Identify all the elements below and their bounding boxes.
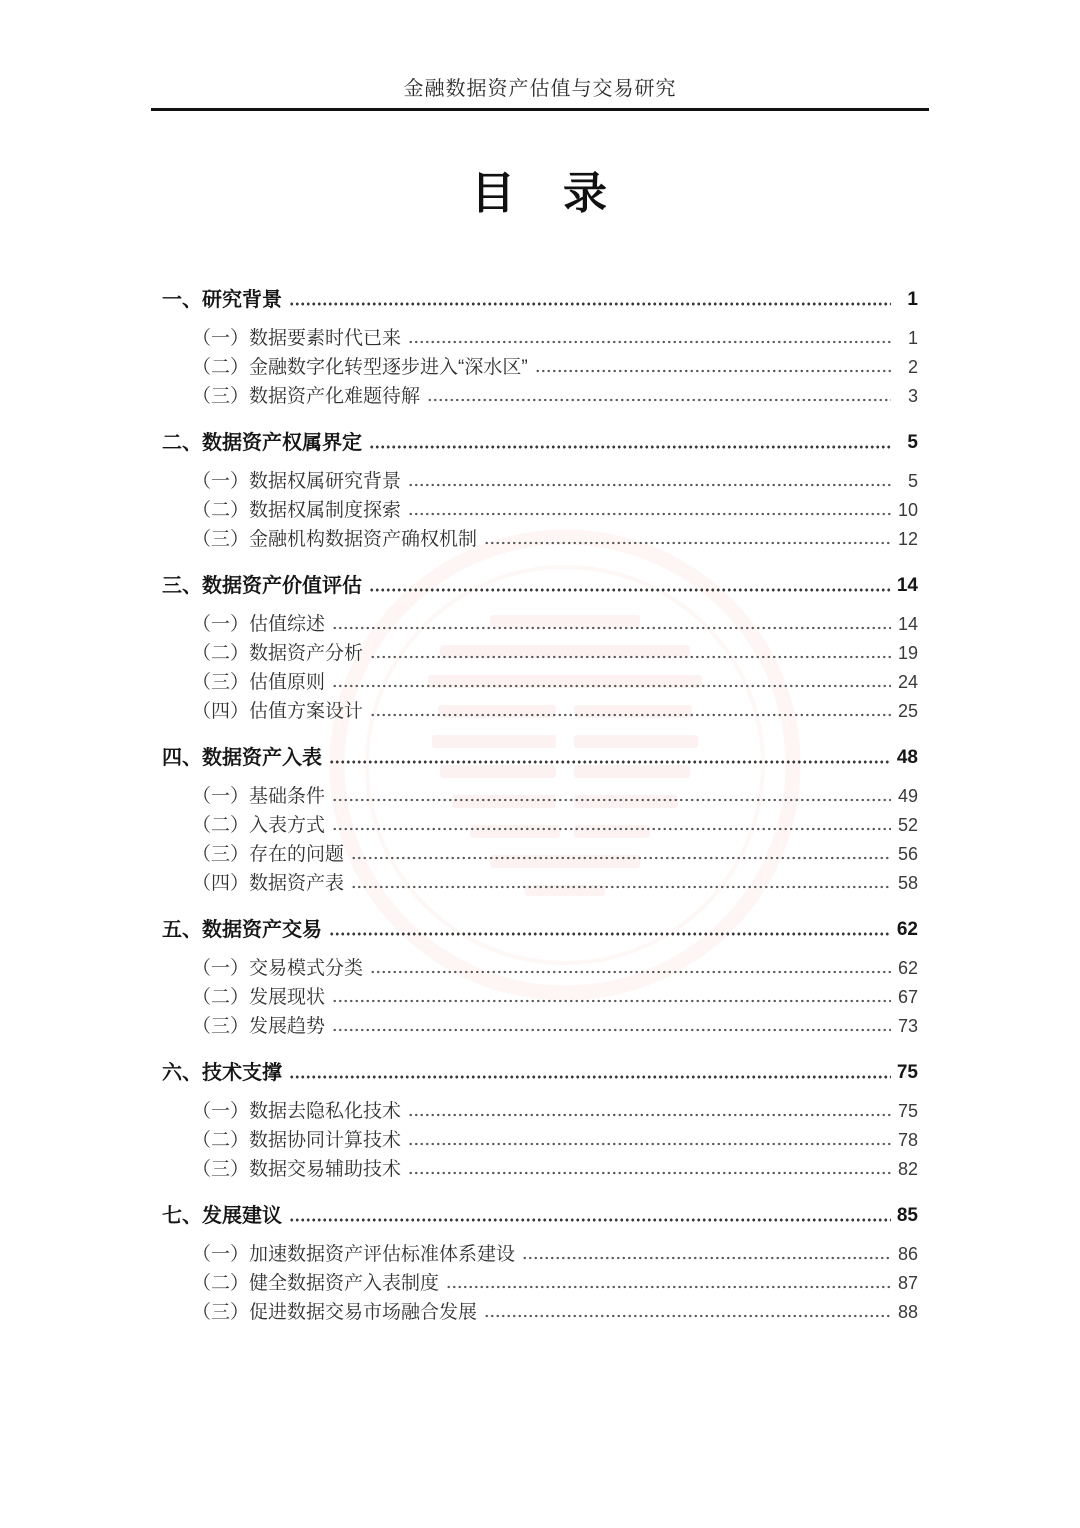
leader-dots <box>522 1240 891 1269</box>
toc-subentry-label: （四）数据资产表 <box>192 873 345 894</box>
toc-subentry-row <box>192 1269 918 1298</box>
toc-section-row <box>162 285 918 315</box>
toc-subentry-row <box>192 782 918 811</box>
leader-dots <box>289 285 891 315</box>
page-number: 52 <box>897 815 918 835</box>
toc-list <box>162 285 918 1327</box>
toc-subentry-row <box>192 983 918 1012</box>
page-number: 49 <box>897 786 918 806</box>
toc-subentry-label: （二）数据资产分析 <box>192 643 364 664</box>
leader-dots <box>329 915 891 945</box>
leader-dots <box>408 324 891 353</box>
toc-subentry-row <box>192 353 918 382</box>
toc-subentry-label: （一）加速数据资产评估标准体系建设 <box>192 1244 516 1265</box>
leader-dots <box>484 1298 891 1327</box>
toc-subentry-row <box>192 697 918 726</box>
page-number: 5 <box>907 471 918 491</box>
page-number: 25 <box>897 701 918 721</box>
toc-subentry-label: （三）存在的问题 <box>192 844 345 865</box>
toc-section-label: 一、研究背景 <box>162 289 282 311</box>
toc-subentry-label: （一）数据去隐私化技术 <box>192 1101 402 1122</box>
toc-subentry-label: （二）数据权属制度探索 <box>192 500 402 521</box>
page-number: 2 <box>907 357 918 377</box>
toc-subentry-row <box>192 1012 918 1041</box>
toc-section-row <box>162 428 918 458</box>
page-number: 86 <box>897 1244 918 1264</box>
leader-dots <box>446 1269 891 1298</box>
running-header-title: 金融数据资产估值与交易研究 <box>403 78 677 100</box>
toc-subentry-label: （三）金融机构数据资产确权机制 <box>192 529 478 550</box>
toc-subentry-label: （二）入表方式 <box>192 815 326 836</box>
page-number: 19 <box>897 643 918 663</box>
leader-dots <box>535 353 891 382</box>
leader-dots <box>329 743 891 773</box>
page-number: 14 <box>897 614 918 634</box>
leader-dots <box>408 1097 891 1126</box>
toc-section-row <box>162 1201 918 1231</box>
page-number: 75 <box>896 1062 918 1083</box>
toc-subentry-row <box>192 1126 918 1155</box>
page-number: 3 <box>907 386 918 406</box>
toc-subentry-label: （二）金融数字化转型逐步进入“深水区” <box>192 357 528 378</box>
leader-dots <box>369 428 891 458</box>
toc-section-label: 四、数据资产入表 <box>162 747 322 769</box>
page-number: 24 <box>897 672 918 692</box>
toc-subentry-row <box>192 639 918 668</box>
page-number: 48 <box>896 747 918 768</box>
toc-section-label: 五、数据资产交易 <box>162 919 322 941</box>
page-number: 73 <box>897 1016 918 1036</box>
header-rule <box>151 108 929 111</box>
leader-dots <box>408 1126 891 1155</box>
toc-subentry-row <box>192 954 918 983</box>
toc-subentry-row <box>192 496 918 525</box>
toc-subentry-label: （二）数据协同计算技术 <box>192 1130 402 1151</box>
page-number: 62 <box>897 958 918 978</box>
toc-subentry-row <box>192 467 918 496</box>
leader-dots <box>351 869 891 898</box>
toc-subentry-label: （一）交易模式分类 <box>192 958 364 979</box>
toc-title: 目 录 <box>471 169 609 218</box>
page-number: 14 <box>896 575 918 596</box>
leader-dots <box>332 811 891 840</box>
leader-dots <box>332 782 891 811</box>
leader-dots <box>351 840 891 869</box>
leader-dots <box>408 467 891 496</box>
leader-dots <box>370 954 891 983</box>
toc-subentry-label: （二）发展现状 <box>192 987 326 1008</box>
leader-dots <box>289 1058 891 1088</box>
toc-subentry-row <box>192 668 918 697</box>
toc-subentry-row <box>192 610 918 639</box>
toc-subentry-row <box>192 811 918 840</box>
page-number: 75 <box>897 1101 918 1121</box>
leader-dots <box>370 639 891 668</box>
toc-section-row <box>162 743 918 773</box>
page-number: 87 <box>897 1273 918 1293</box>
leader-dots <box>408 1155 891 1184</box>
page-number: 5 <box>907 432 918 453</box>
toc-subentry-label: （三）数据交易辅助技术 <box>192 1159 402 1180</box>
toc-section-row <box>162 1058 918 1088</box>
page-number: 62 <box>896 919 918 940</box>
toc-subentry-row <box>192 382 918 411</box>
toc-subentry-label: （一）数据权属研究背景 <box>192 471 402 492</box>
toc-subentry-row <box>192 1155 918 1184</box>
page-number: 67 <box>897 987 918 1007</box>
toc-subentry-label: （四）估值方案设计 <box>192 701 364 722</box>
toc-subentry-label: （三）估值原则 <box>192 672 326 693</box>
toc-subentry-row <box>192 869 918 898</box>
page-number: 56 <box>897 844 918 864</box>
page-number: 85 <box>896 1205 918 1226</box>
toc-subentry-label: （一）数据要素时代已来 <box>192 328 402 349</box>
toc-section-label: 六、技术支撑 <box>162 1062 282 1084</box>
leader-dots <box>332 983 891 1012</box>
toc-subentry-label: （一）基础条件 <box>192 786 326 807</box>
toc-subentry-row <box>192 840 918 869</box>
toc-subentry-label: （一）估值综述 <box>192 614 326 635</box>
leader-dots <box>332 610 891 639</box>
toc-section-label: 二、数据资产权属界定 <box>162 432 362 454</box>
leader-dots <box>332 1012 891 1041</box>
toc-section-label: 七、发展建议 <box>162 1205 282 1227</box>
toc-subentry-row <box>192 1097 918 1126</box>
toc-subentry-label: （三）促进数据交易市场融合发展 <box>192 1302 478 1323</box>
toc-section-row <box>162 571 918 601</box>
toc-subentry-label: （二）健全数据资产入表制度 <box>192 1273 440 1294</box>
page-number: 88 <box>897 1302 918 1322</box>
page-number: 10 <box>897 500 918 520</box>
leader-dots <box>369 571 891 601</box>
toc-subentry-row <box>192 324 918 353</box>
toc-subentry-label: （三）发展趋势 <box>192 1016 326 1037</box>
toc-subentry-label: （三）数据资产化难题待解 <box>192 386 421 407</box>
toc-section-label: 三、数据资产价值评估 <box>162 575 362 597</box>
page-number: 12 <box>897 529 918 549</box>
toc-subentry-row <box>192 1298 918 1327</box>
leader-dots <box>408 496 891 525</box>
leader-dots <box>289 1201 891 1231</box>
toc-subentry-row <box>192 525 918 554</box>
leader-dots <box>484 525 891 554</box>
leader-dots <box>370 697 891 726</box>
page-number: 78 <box>897 1130 918 1150</box>
toc-subentry-row <box>192 1240 918 1269</box>
page-number: 1 <box>907 289 918 310</box>
page-number: 58 <box>897 873 918 893</box>
leader-dots <box>332 668 891 697</box>
toc-section-row <box>162 915 918 945</box>
leader-dots <box>427 382 891 411</box>
page-number: 82 <box>897 1159 918 1179</box>
page-number: 1 <box>907 328 918 348</box>
